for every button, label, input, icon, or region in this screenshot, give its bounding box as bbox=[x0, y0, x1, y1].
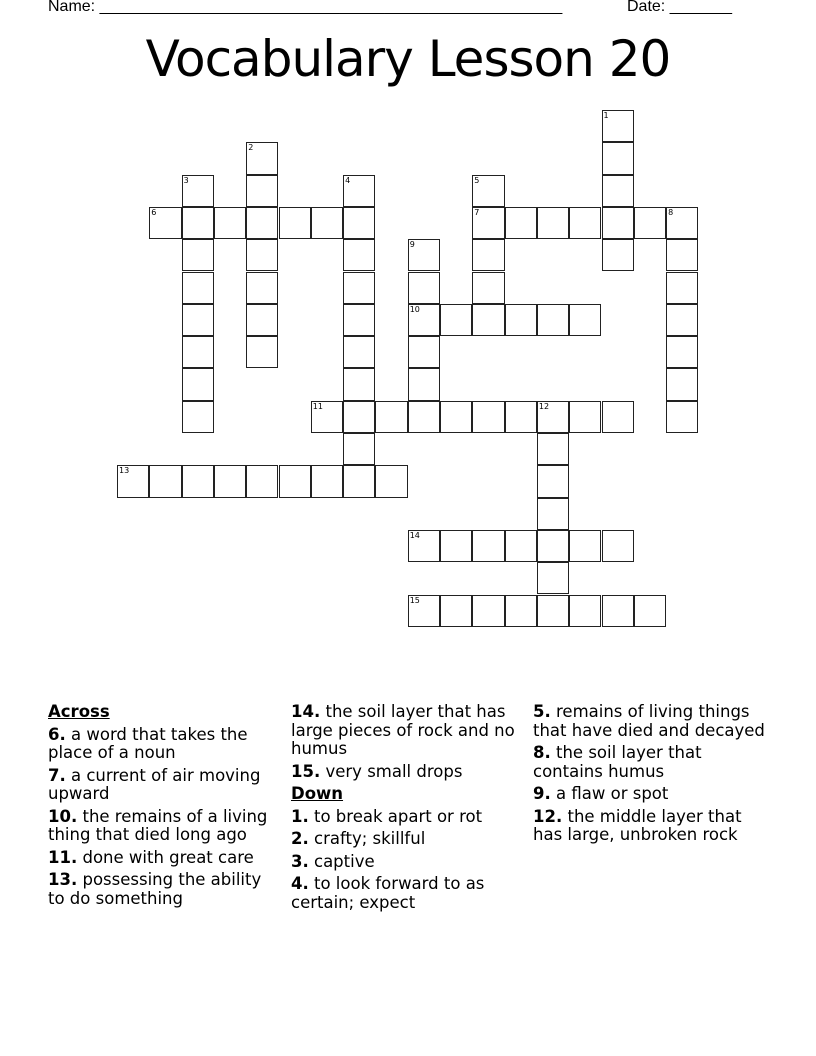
crossword-cell[interactable] bbox=[634, 207, 666, 239]
crossword-cell[interactable] bbox=[182, 304, 214, 336]
crossword-cell[interactable] bbox=[343, 175, 375, 207]
crossword-cell[interactable] bbox=[505, 595, 537, 627]
clue-item bbox=[48, 726, 283, 763]
clue-text: possessing the ability to do something bbox=[48, 870, 262, 908]
crossword-cell[interactable] bbox=[343, 272, 375, 304]
clue-item bbox=[291, 853, 526, 872]
clue-text: the soil layer that contains humus bbox=[533, 743, 702, 781]
clue-item bbox=[48, 871, 283, 908]
crossword-cell[interactable] bbox=[537, 562, 569, 594]
clue-number-label: 2. bbox=[291, 829, 309, 848]
crossword-cell[interactable] bbox=[472, 175, 504, 207]
crossword-cell[interactable] bbox=[343, 239, 375, 271]
clue-item bbox=[291, 703, 526, 759]
crossword-cell[interactable] bbox=[666, 368, 698, 400]
crossword-cell[interactable] bbox=[117, 465, 149, 497]
clue-text: a flaw or spot bbox=[550, 784, 669, 803]
crossword-cell[interactable] bbox=[537, 304, 569, 336]
crossword-cell[interactable] bbox=[408, 272, 440, 304]
clue-number: 4 bbox=[345, 175, 351, 185]
crossword-cell[interactable] bbox=[214, 465, 246, 497]
crossword-cell[interactable] bbox=[182, 336, 214, 368]
clue-number: 14 bbox=[409, 530, 420, 540]
crossword-cell[interactable] bbox=[666, 336, 698, 368]
crossword-cell[interactable] bbox=[537, 207, 569, 239]
crossword-cell[interactable] bbox=[569, 530, 601, 562]
crossword-cell[interactable] bbox=[246, 465, 278, 497]
clue-number-label: 8. bbox=[533, 743, 551, 762]
crossword-cell[interactable] bbox=[602, 401, 634, 433]
clues-column-1 bbox=[48, 703, 283, 912]
crossword-cell[interactable] bbox=[569, 207, 601, 239]
clue-item bbox=[533, 785, 768, 804]
clue-number: 9 bbox=[409, 240, 415, 250]
clue-number-label: 10. bbox=[48, 806, 78, 826]
crossword-cell[interactable] bbox=[246, 175, 278, 207]
crossword-cell[interactable] bbox=[602, 207, 634, 239]
clue-number: 5 bbox=[474, 175, 480, 185]
clue-text: crafty; skillful bbox=[308, 829, 426, 848]
crossword-cell[interactable] bbox=[602, 530, 634, 562]
crossword-cell[interactable] bbox=[666, 272, 698, 304]
crossword-cell[interactable] bbox=[472, 207, 504, 239]
clue-item bbox=[291, 763, 526, 782]
clue-number-label: 1. bbox=[291, 806, 309, 826]
crossword-cell[interactable] bbox=[602, 142, 634, 174]
crossword-cell[interactable] bbox=[408, 239, 440, 271]
date-field-label: Date: _______ bbox=[627, 0, 732, 15]
crossword-cell[interactable] bbox=[182, 465, 214, 497]
clue-item bbox=[533, 744, 768, 781]
crossword-cell[interactable] bbox=[505, 207, 537, 239]
crossword-cell[interactable] bbox=[408, 401, 440, 433]
clue-text: the remains of a living thing that died long ago bbox=[48, 806, 268, 844]
crossword-cell[interactable] bbox=[246, 142, 278, 174]
crossword-cell[interactable] bbox=[343, 304, 375, 336]
clues-column-3 bbox=[533, 703, 768, 849]
crossword-cell[interactable] bbox=[537, 433, 569, 465]
clue-number: 1 bbox=[603, 111, 609, 120]
clue-text: captive bbox=[308, 851, 375, 871]
crossword-cell[interactable] bbox=[182, 272, 214, 304]
clue-item bbox=[291, 875, 526, 912]
crossword-cell[interactable] bbox=[149, 207, 181, 239]
clue-number-label: 12. bbox=[533, 806, 563, 826]
crossword-cell[interactable] bbox=[602, 175, 634, 207]
clue-number: 2 bbox=[248, 143, 254, 153]
crossword-cell[interactable] bbox=[343, 465, 375, 497]
crossword-cell[interactable] bbox=[440, 595, 472, 627]
crossword-cell[interactable] bbox=[472, 239, 504, 271]
crossword-cell[interactable] bbox=[246, 207, 278, 239]
clue-item bbox=[48, 767, 283, 804]
crossword-cell[interactable] bbox=[375, 401, 407, 433]
crossword-cell[interactable] bbox=[666, 207, 698, 239]
clue-item bbox=[291, 808, 526, 827]
crossword-cell[interactable] bbox=[343, 433, 375, 465]
crossword-cell[interactable] bbox=[440, 401, 472, 433]
crossword-cell[interactable] bbox=[569, 595, 601, 627]
crossword-cell[interactable] bbox=[246, 272, 278, 304]
crossword-cell[interactable] bbox=[311, 465, 343, 497]
clue-number-label: 3. bbox=[291, 851, 309, 871]
clue-number-label: 14. bbox=[291, 702, 321, 721]
clue-number: 8 bbox=[668, 207, 674, 217]
crossword-cell[interactable] bbox=[537, 595, 569, 627]
clue-number: 7 bbox=[474, 207, 480, 217]
crossword-cell[interactable] bbox=[149, 465, 181, 497]
clue-text: to break apart or rot bbox=[308, 806, 483, 826]
crossword-cell[interactable] bbox=[569, 401, 601, 433]
clues-column-2 bbox=[291, 703, 526, 916]
crossword-cell[interactable] bbox=[472, 272, 504, 304]
clue-text: the middle layer that has large, unbroken rock bbox=[533, 806, 742, 844]
crossword-cell[interactable] bbox=[214, 207, 246, 239]
clue-number-label: 7. bbox=[48, 765, 66, 785]
crossword-cell[interactable] bbox=[246, 304, 278, 336]
clue-number: 6 bbox=[151, 207, 157, 217]
crossword-cell[interactable] bbox=[537, 465, 569, 497]
crossword-cell[interactable] bbox=[666, 239, 698, 271]
crossword-cell[interactable] bbox=[666, 401, 698, 433]
clue-number-label: 15. bbox=[291, 761, 321, 781]
clue-number-label: 13. bbox=[48, 870, 78, 889]
page-title: Vocabulary Lesson 20 bbox=[145, 30, 671, 88]
clue-text: a word that takes the place of a noun bbox=[48, 724, 248, 762]
crossword-cell[interactable] bbox=[311, 207, 343, 239]
clue-number-label: 9. bbox=[533, 784, 551, 803]
clue-item bbox=[291, 830, 526, 849]
crossword-cell[interactable] bbox=[569, 304, 601, 336]
clue-text: the soil layer that has large pieces of rock and no humus bbox=[291, 702, 515, 758]
clue-number-label: 4. bbox=[291, 874, 309, 893]
clue-item bbox=[48, 849, 283, 868]
across-heading: Across bbox=[48, 702, 110, 721]
crossword-cell[interactable] bbox=[182, 207, 214, 239]
clue-text: very small drops bbox=[320, 761, 463, 781]
crossword-cell[interactable] bbox=[311, 401, 343, 433]
crossword-cell[interactable] bbox=[279, 465, 311, 497]
crossword-cell[interactable] bbox=[279, 207, 311, 239]
name-field-label: Name: ____________________________________________________ bbox=[48, 0, 563, 15]
crossword-cell[interactable] bbox=[343, 207, 375, 239]
clue-item bbox=[533, 808, 768, 845]
clue-number: 3 bbox=[183, 175, 189, 185]
crossword-cell[interactable] bbox=[182, 368, 214, 400]
clue-text: done with great care bbox=[77, 847, 254, 867]
crossword-cell[interactable] bbox=[343, 336, 375, 368]
crossword-cell[interactable] bbox=[666, 304, 698, 336]
clue-number-label: 11. bbox=[48, 847, 78, 867]
crossword-cell[interactable] bbox=[246, 336, 278, 368]
crossword-cell[interactable] bbox=[472, 401, 504, 433]
crossword-cell[interactable] bbox=[182, 401, 214, 433]
clue-number: 13 bbox=[119, 466, 130, 476]
clue-number: 15 bbox=[409, 595, 420, 605]
clue-text: remains of living things that have died and decayed bbox=[533, 702, 765, 740]
crossword-cell[interactable] bbox=[408, 304, 440, 336]
crossword-cell[interactable] bbox=[182, 239, 214, 271]
crossword-cell[interactable] bbox=[505, 401, 537, 433]
crossword-cell[interactable] bbox=[602, 595, 634, 627]
crossword-cell[interactable] bbox=[408, 595, 440, 627]
crossword-cell[interactable] bbox=[537, 401, 569, 433]
crossword-cell[interactable] bbox=[408, 530, 440, 562]
crossword-cell[interactable] bbox=[440, 530, 472, 562]
crossword-cell[interactable] bbox=[602, 239, 634, 271]
clue-number-label: 6. bbox=[48, 724, 66, 744]
down-heading: Down bbox=[291, 784, 344, 803]
clue-number: 12 bbox=[538, 401, 550, 411]
crossword-cell[interactable] bbox=[246, 239, 278, 271]
crossword-cell[interactable] bbox=[408, 368, 440, 400]
crossword-cell[interactable] bbox=[182, 175, 214, 207]
crossword-cell[interactable] bbox=[505, 304, 537, 336]
crossword-cell[interactable] bbox=[537, 530, 569, 562]
clue-text: a current of air moving upward bbox=[48, 765, 261, 803]
crossword-cell[interactable] bbox=[537, 498, 569, 530]
clue-number: 11 bbox=[312, 401, 323, 411]
crossword-cell[interactable] bbox=[375, 465, 407, 497]
clue-number-label: 5. bbox=[533, 702, 551, 721]
crossword-cell[interactable] bbox=[505, 530, 537, 562]
clue-item bbox=[48, 808, 283, 845]
crossword-cell[interactable] bbox=[472, 304, 504, 336]
crossword-cell[interactable] bbox=[343, 401, 375, 433]
crossword-cell[interactable] bbox=[602, 110, 634, 142]
crossword-cell[interactable] bbox=[343, 368, 375, 400]
clue-item bbox=[533, 703, 768, 740]
clue-number: 10 bbox=[409, 304, 420, 314]
crossword-cell[interactable] bbox=[472, 595, 504, 627]
crossword-cell[interactable] bbox=[472, 530, 504, 562]
crossword-cell[interactable] bbox=[634, 595, 666, 627]
crossword-cell[interactable] bbox=[440, 304, 472, 336]
clue-text: to look forward to as certain; expect bbox=[291, 874, 485, 912]
crossword-cell[interactable] bbox=[408, 336, 440, 368]
